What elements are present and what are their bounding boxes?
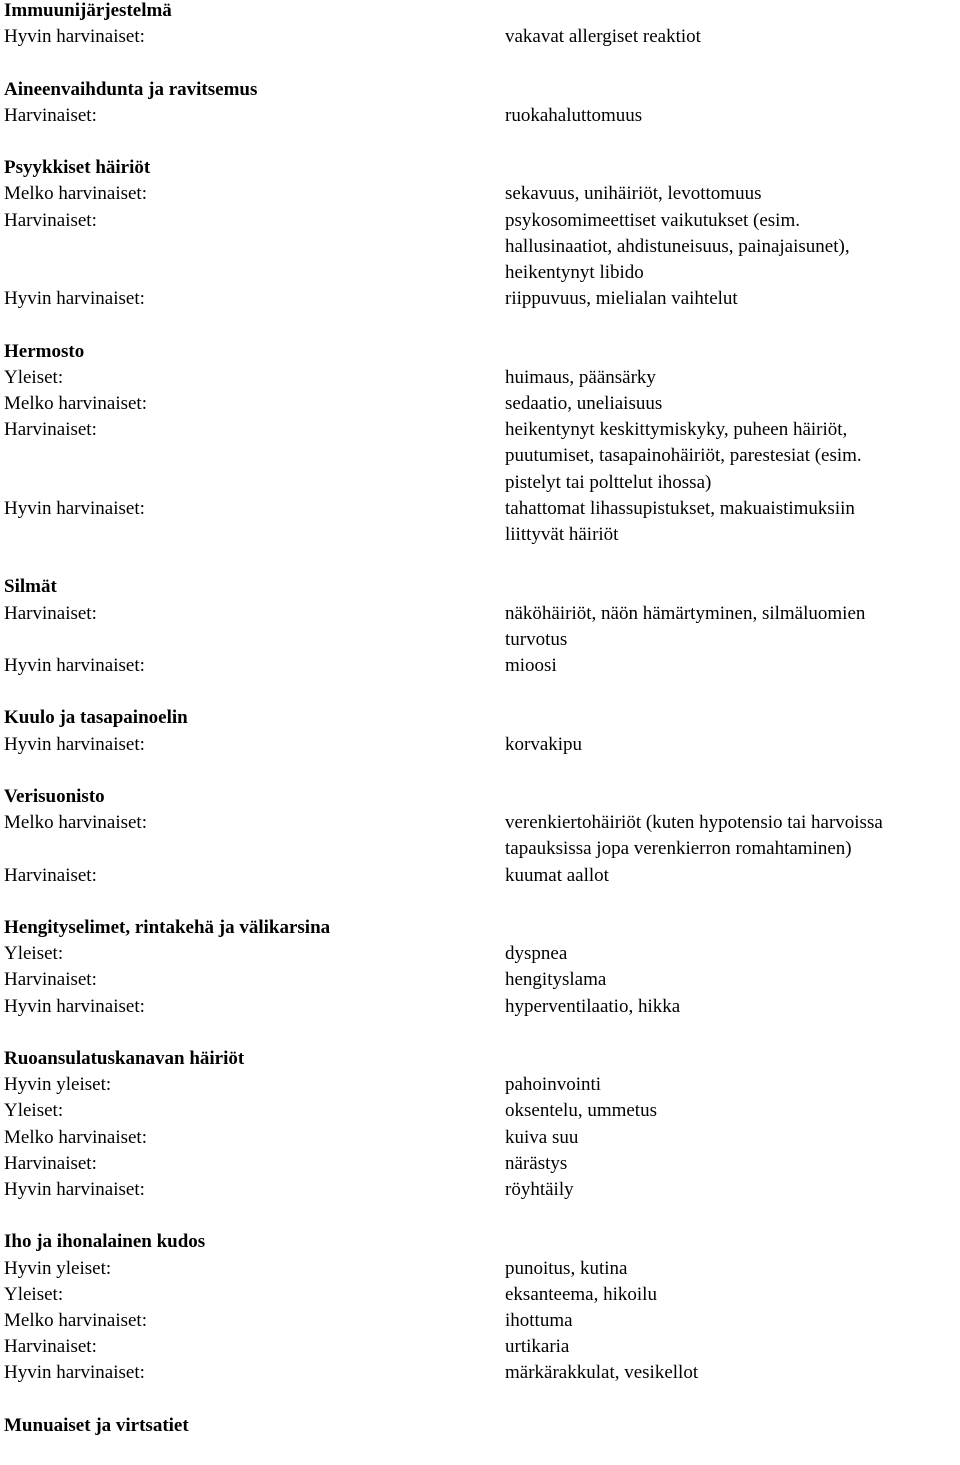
organ-class-heading: Hermosto [4,340,85,362]
effect-description [505,181,960,207]
effect-description [505,810,960,862]
effect-text-line: puutumiset, tasapainohäiriöt, parestesiat (esim. [505,445,862,467]
frequency-label: Harvinaiset: [4,969,97,991]
frequency-label: Melko harvinaiset: [4,1310,147,1332]
effect-text-line: tapauksissa jopa verenkierron romahtaminen) [505,838,852,860]
frequency-label: Hyvin harvinaiset: [4,655,145,677]
effect-description [505,1098,960,1124]
frequency-row [0,1334,960,1360]
organ-class-section [0,1046,960,1203]
frequency-label: Hyvin yleiset: [4,1074,112,1096]
frequency-row [0,391,960,417]
effect-text-line: dyspnea [505,943,568,965]
effect-text-line: liittyvät häiriöt [505,524,619,546]
effect-description [505,653,960,679]
effect-description [505,391,960,417]
frequency-label: Hyvin harvinaiset: [4,26,145,48]
effect-description [505,732,960,758]
effect-text-line: tahattomat lihassupistukset, makuaistimuksiin [505,497,855,519]
frequency-label: Harvinaiset: [4,1152,97,1174]
organ-class-section [0,77,960,129]
effect-text-line: eksanteema, hikoilu [505,1283,657,1305]
effect-text-line: heikentynyt libido [505,262,644,283]
frequency-row [0,653,960,679]
frequency-row [0,967,960,993]
frequency-label: Yleiset: [4,943,64,965]
organ-class-section [0,1229,960,1386]
effect-text-line: kuiva suu [505,1126,579,1148]
organ-class-heading: Hengityselimet, rintakehä ja välikarsina [4,917,331,938]
effect-text-line: huimaus, päänsärky [505,366,656,388]
effect-description [505,1072,960,1098]
frequency-label: Melko harvinaiset: [4,183,147,205]
organ-class-heading: Aineenvaihdunta ja ravitsemus [4,78,258,100]
effect-description [505,1177,960,1203]
organ-class-heading: Ruoansulatuskanavan häiriöt [4,1048,245,1069]
effect-text-line: pahoinvointi [505,1074,602,1096]
effect-text-line: mioosi [505,655,557,677]
frequency-label: Melko harvinaiset: [4,812,147,834]
organ-class-section [0,0,960,50]
organ-class-section [0,155,960,312]
frequency-label: Hyvin harvinaiset: [4,733,145,755]
effect-text-line: punoitus, kutina [505,1257,628,1279]
frequency-row [0,286,960,312]
effect-description [505,941,960,967]
effect-text-line: sekavuus, unihäiriöt, levottomuus [505,183,762,205]
effect-description [505,24,960,50]
effect-description [505,103,960,129]
effect-text-line: ruokahaluttomuus [505,104,643,126]
effect-text-line: hallusinaatiot, ahdistuneisuus, painajaisunet), [505,235,850,257]
organ-class-heading: Munuaiset ja virtsatiet [4,1414,189,1436]
frequency-row [0,1308,960,1334]
organ-class-section [0,339,960,549]
frequency-row [0,941,960,967]
frequency-label: Hyvin harvinaiset: [4,497,145,519]
effect-text-line: heikentynyt keskittymiskyky, puheen häiriöt, [505,419,848,441]
organ-class-section [0,784,960,889]
frequency-row [0,1360,960,1386]
effect-description [505,967,960,993]
frequency-label: Harvinaiset: [4,602,97,624]
frequency-row [0,863,960,889]
effect-description [505,994,960,1020]
frequency-label: Yleiset: [4,1100,64,1122]
frequency-label: Yleiset: [4,366,64,388]
effect-description [505,1308,960,1334]
effect-description [505,1334,960,1360]
frequency-label: Melko harvinaiset: [4,393,147,414]
effect-description [505,863,960,889]
frequency-label: Hyvin harvinaiset: [4,288,145,310]
frequency-row [0,1151,960,1177]
effect-description [505,417,960,496]
organ-class-heading: Psyykkiset häiriöt [4,157,151,179]
effect-text-line: urtikaria [505,1336,570,1358]
effect-text-line: riippuvuus, mielialan vaihtelut [505,288,738,310]
frequency-row [0,496,960,548]
effect-description [505,1256,960,1282]
organ-class-section [0,705,960,757]
organ-class-section [0,1413,960,1439]
frequency-label: Hyvin harvinaiset: [4,1179,145,1201]
frequency-row [0,1256,960,1282]
effect-text-line: röyhtäily [505,1179,574,1201]
frequency-row [0,103,960,129]
effect-text-line: hyperventilaatio, hikka [505,995,681,1017]
effect-text-line: vakavat allergiset reaktiot [505,26,701,48]
effect-description [505,1125,960,1151]
effect-description [505,601,960,653]
frequency-row [0,1177,960,1203]
effect-text-line: oksentelu, ummetus [505,1100,657,1122]
frequency-row [0,601,960,653]
effect-text-line: närästys [505,1152,568,1174]
effect-text-line: verenkiertohäiriöt (kuten hypotensio tai harvoissa [505,812,883,834]
frequency-label: Harvinaiset: [4,104,97,126]
effect-description [505,496,960,548]
effect-description [505,1360,960,1386]
effect-text-line: hengityslama [505,969,607,991]
frequency-row [0,994,960,1020]
organ-class-heading: Immuunijärjestelmä [4,0,172,21]
frequency-row [0,810,960,862]
effect-text-line: märkärakkulat, vesikellot [505,1362,699,1384]
effect-text-line: näköhäiriöt, näön hämärtyminen, silmäluomien [505,602,866,624]
organ-class-section [0,574,960,679]
frequency-label: Harvinaiset: [4,864,97,886]
organ-class-heading: Silmät [4,576,57,598]
organ-class-heading: Kuulo ja tasapainoelin [4,707,188,729]
effect-text-line: turvotus [505,628,568,650]
effect-text-line: sedaatio, uneliaisuus [505,393,663,414]
frequency-label: Yleiset: [4,1283,64,1305]
frequency-row [0,208,960,287]
effect-text-line: pistelyt tai polttelut ihossa) [505,471,712,493]
organ-class-heading: Verisuonisto [4,786,105,807]
organ-class-heading: Iho ja ihonalainen kudos [4,1231,206,1253]
effect-text-line: korvakipu [505,733,583,755]
frequency-label: Hyvin harvinaiset: [4,1362,145,1384]
effect-description [505,1151,960,1177]
frequency-row [0,1072,960,1098]
effect-description [505,286,960,312]
effect-description [505,208,960,287]
frequency-row [0,1125,960,1151]
frequency-row [0,732,960,758]
frequency-row [0,1098,960,1124]
frequency-label: Harvinaiset: [4,209,97,231]
frequency-row [0,365,960,391]
effect-text-line: kuumat aallot [505,864,609,886]
effect-text-line: psykosomimeettiset vaikutukset (esim. [505,209,800,231]
frequency-label: Hyvin yleiset: [4,1257,112,1279]
frequency-row [0,417,960,496]
frequency-label: Hyvin harvinaiset: [4,995,145,1017]
effect-description [505,365,960,391]
effect-text-line: ihottuma [505,1310,573,1332]
frequency-label: Harvinaiset: [4,419,97,441]
frequency-label: Harvinaiset: [4,1336,97,1358]
frequency-row [0,181,960,207]
frequency-row [0,24,960,50]
frequency-row [0,1282,960,1308]
frequency-label: Melko harvinaiset: [4,1126,147,1148]
effect-description [505,1282,960,1308]
organ-class-section [0,915,960,1020]
